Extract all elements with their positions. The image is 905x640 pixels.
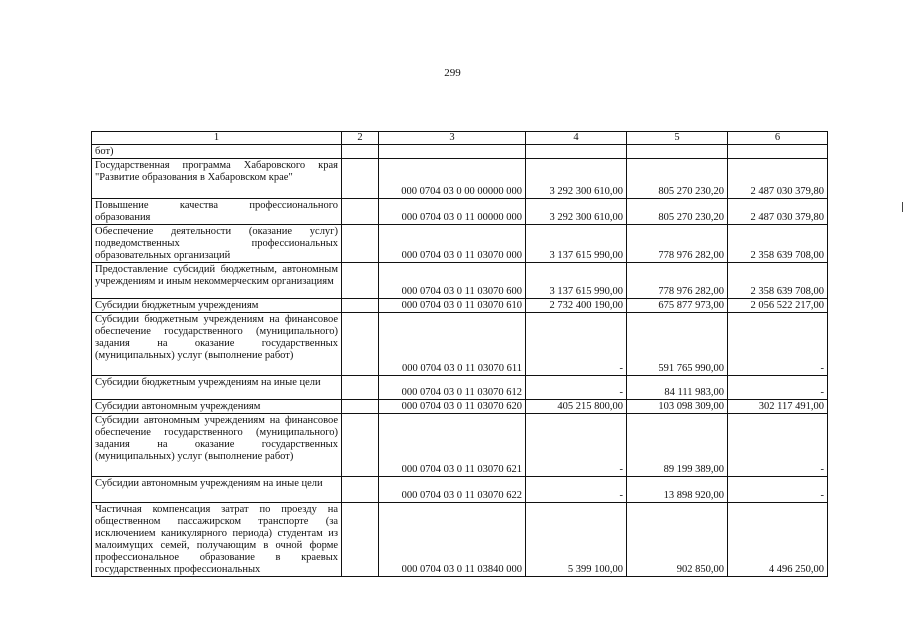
empty-cell	[342, 376, 379, 400]
column-header: 1	[92, 132, 342, 145]
table-row	[92, 313, 828, 376]
empty-cell	[342, 503, 379, 577]
amount-col6: -	[728, 313, 828, 376]
empty-cell	[342, 400, 379, 414]
empty-cell	[342, 477, 379, 503]
amount-col4: 405 215 800,00	[526, 400, 627, 414]
amount-col5: 778 976 282,00	[627, 225, 728, 263]
budget-table	[91, 131, 828, 577]
amount-col5: 805 270 230,20	[627, 159, 728, 199]
amount-col4: -	[526, 376, 627, 400]
column-header: 5	[627, 132, 728, 145]
amount-col5: 84 111 983,00	[627, 376, 728, 400]
budget-code: 000 0704 03 0 11 03070 620	[379, 400, 526, 414]
amount-col6: 302 117 491,00	[728, 400, 828, 414]
row-name: Субсидии автономным учреждениям	[92, 400, 342, 414]
amount-col4: -	[526, 477, 627, 503]
amount-col6: 2 358 639 708,00	[728, 225, 828, 263]
amount-col5: 13 898 920,00	[627, 477, 728, 503]
empty-cell	[342, 145, 379, 159]
amount-col5: 805 270 230,20	[627, 199, 728, 225]
amount-col4: 3 292 300 610,00	[526, 199, 627, 225]
row-name: Обеспечение деятельности (оказание услуг) подведомственных профессиональных образовательных организаций	[92, 225, 342, 263]
amount-col4: 5 399 100,00	[526, 503, 627, 577]
row-name: Повышение качества профессионального образования	[92, 199, 342, 225]
empty-cell	[342, 199, 379, 225]
page-number: 299	[444, 67, 461, 79]
column-header: 2	[342, 132, 379, 145]
column-header: 4	[526, 132, 627, 145]
row-name: Субсидии бюджетным учреждениям на иные цели	[92, 376, 342, 400]
continuation-text: бот)	[92, 145, 342, 159]
amount-col4: -	[526, 414, 627, 477]
budget-code: 000 0704 03 0 11 03840 000	[379, 503, 526, 577]
amount-col4: 3 137 615 990,00	[526, 263, 627, 299]
continuation-row	[92, 145, 828, 159]
empty-cell	[627, 145, 728, 159]
column-header: 3	[379, 132, 526, 145]
amount-col6: 2 487 030 379,80	[728, 199, 828, 225]
amount-col6: -	[728, 376, 828, 400]
amount-col6: 2 487 030 379,80	[728, 159, 828, 199]
amount-col5: 902 850,00	[627, 503, 728, 577]
empty-cell	[379, 145, 526, 159]
empty-cell	[342, 159, 379, 199]
empty-cell	[342, 299, 379, 313]
budget-code: 000 0704 03 0 11 03070 622	[379, 477, 526, 503]
budget-code: 000 0704 03 0 00 00000 000	[379, 159, 526, 199]
amount-col4: -	[526, 313, 627, 376]
amount-col4: 2 732 400 190,00	[526, 299, 627, 313]
empty-cell	[728, 145, 828, 159]
row-name: Частичная компенсация затрат по проезду на общественном пассажирском транспорте (за исключением каникулярного периода) студентам из малоимущих семей, получающим в очной форме профессиональное образование в краевых государственных профессиональных	[92, 503, 342, 577]
budget-code: 000 0704 03 0 11 00000 000	[379, 199, 526, 225]
budget-code: 000 0704 03 0 11 03070 621	[379, 414, 526, 477]
amount-col5: 675 877 973,00	[627, 299, 728, 313]
amount-col6: -	[728, 414, 828, 477]
amount-col6: -	[728, 477, 828, 503]
budget-table-container	[91, 131, 827, 577]
amount-col6: 2 358 639 708,00	[728, 263, 828, 299]
table-row	[92, 225, 828, 263]
empty-cell	[342, 263, 379, 299]
table-row	[92, 414, 828, 477]
amount-col4: 3 292 300 610,00	[526, 159, 627, 199]
column-number-row	[92, 132, 828, 145]
amount-col4: 3 137 615 990,00	[526, 225, 627, 263]
row-name: Субсидии автономным учреждениям на финансовое обеспечение государственного (муниципального) задания на оказание государственных (муниципальных) услуг (выполнение работ)	[92, 414, 342, 477]
table-row	[92, 400, 828, 414]
table-row	[92, 299, 828, 313]
empty-cell	[526, 145, 627, 159]
row-name: Субсидии автономным учреждениям на иные цели	[92, 477, 342, 503]
amount-col5: 591 765 990,00	[627, 313, 728, 376]
budget-code: 000 0704 03 0 11 03070 600	[379, 263, 526, 299]
column-header: 6	[728, 132, 828, 145]
table-row	[92, 503, 828, 577]
empty-cell	[342, 313, 379, 376]
table-row	[92, 376, 828, 400]
row-name: Субсидии бюджетным учреждениям	[92, 299, 342, 313]
table-row	[92, 477, 828, 503]
row-name: Субсидии бюджетным учреждениям на финансовое обеспечение государственного (муниципального) задания на оказание государственных (муниципальных) услуг (выполнение работ)	[92, 313, 342, 376]
row-name: Предоставление субсидий бюджетным, автономным учреждениям и иным некоммерческим организациям	[92, 263, 342, 299]
table-row	[92, 263, 828, 299]
empty-cell	[342, 414, 379, 477]
table-row	[92, 159, 828, 199]
budget-code: 000 0704 03 0 11 03070 611	[379, 313, 526, 376]
budget-code: 000 0704 03 0 11 03070 610	[379, 299, 526, 313]
budget-code: 000 0704 03 0 11 03070 612	[379, 376, 526, 400]
row-name: Государственная программа Хабаровского края "Развитие образования в Хабаровском крае"	[92, 159, 342, 199]
budget-code: 000 0704 03 0 11 03070 000	[379, 225, 526, 263]
amount-col5: 89 199 389,00	[627, 414, 728, 477]
amount-col5: 103 098 309,00	[627, 400, 728, 414]
table-row	[92, 199, 828, 225]
amount-col5: 778 976 282,00	[627, 263, 728, 299]
empty-cell	[342, 225, 379, 263]
amount-col6: 4 496 250,00	[728, 503, 828, 577]
amount-col6: 2 056 522 217,00	[728, 299, 828, 313]
